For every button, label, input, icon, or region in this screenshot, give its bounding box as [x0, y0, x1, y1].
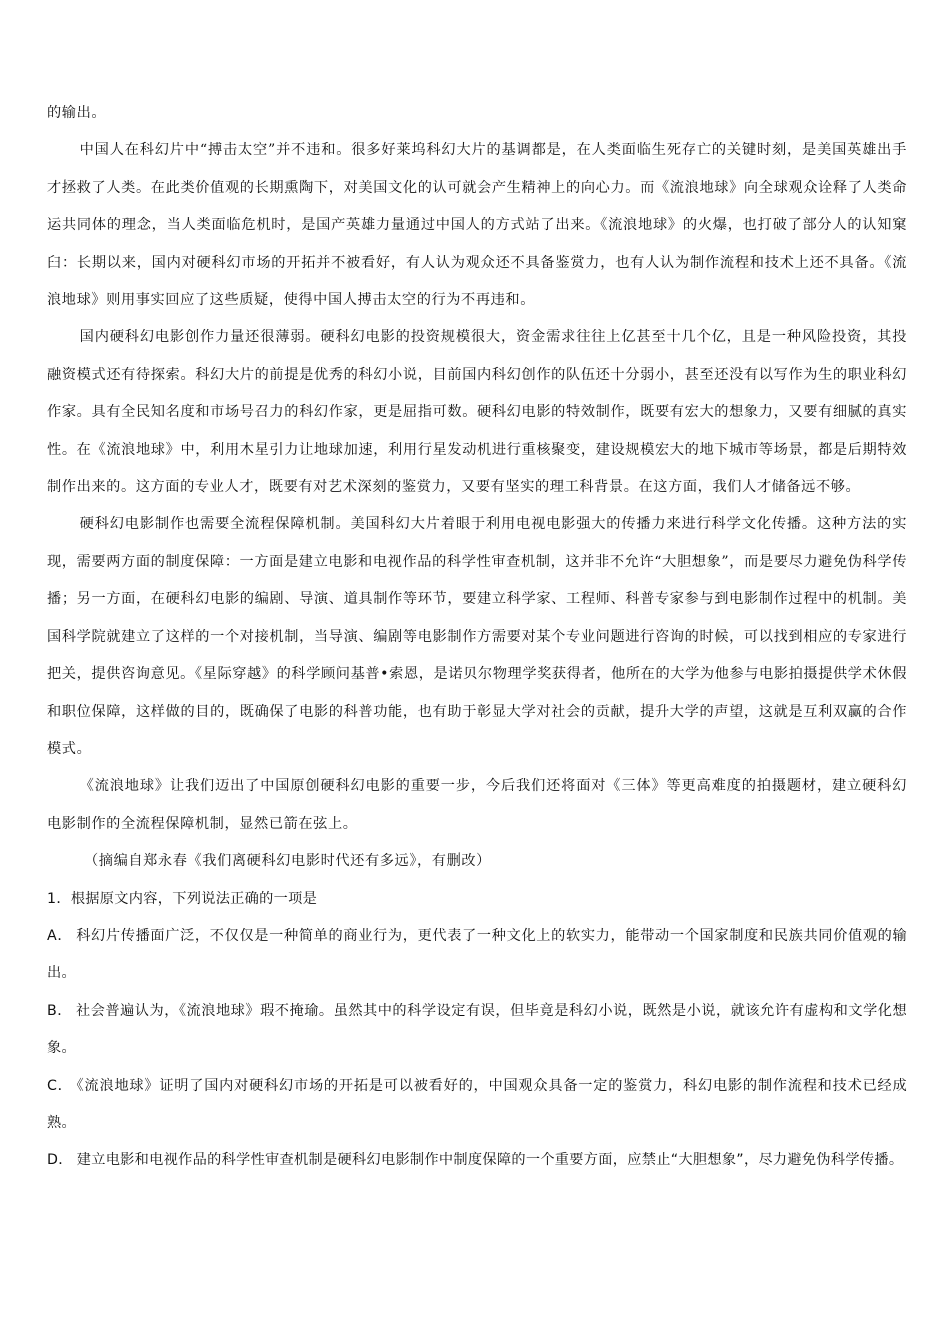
option-a — [47, 918, 907, 993]
option-text: 社会普遍认为，《流浪地球》瑕不掩瑜。虽然其中的科学设定有误，但毕竟是科幻小说，既然是小说，就该允许有虚构和文学化想象。 — [47, 1002, 907, 1057]
option-d — [47, 1142, 907, 1179]
question-stem: 1．根据原文内容，下列说法正确的一项是 — [47, 890, 318, 907]
paragraph: 国内硬科幻电影创作力量还很薄弱。硬科幻电影的投资规模很大，资金需求往往上亿甚至十几个亿，且是一种风险投资，其投融资模式还有待探索。科幻大片的前提是优秀的科幻小说，目前国内科幻创作的队伍还十分弱小，甚至还没有以写作为生的职业科幻作家。具有全民知名度和市场号召力的科幻作家，更是屈指可数。硬科幻电影的特效制作，既要有宏大的想象力，又要有细腻的真实性。在《流浪地球》中，利用木星引力让地球加速，利用行星发动机进行重核聚变，建设规模宏大的地下城市等场景，都是后期特效制作出来的。这方面的专业人才，既要有对艺术深刻的鉴赏力，又要有坚实的理工科背景。在这方面，我们人才储备远不够。 — [47, 329, 907, 496]
option-text: 建立电影和电视作品的科学性审查机制是硬科幻电影制作中制度保障的一个重要方面，应禁止“大胆想象”，尽力避免伪科学传播。 — [76, 1152, 904, 1169]
paragraph: 硬科幻电影制作也需要全流程保障机制。美国科幻大片着眼于利用电视电影强大的传播力来进行科学文化传播。这种方法的实现，需要两方面的制度保障：一方面是建立电影和电视作品的科学性审查机制，这并非不允许“大胆想象”，而是要尽力避免伪科学传播；另一方面，在硬科幻电影的编剧、导演、道具制作等环节，要建立科学家、工程师、科普专家参与到电影制作过程中的机制。美国科学院就建立了这样的一个对接机制，当导演、编剧等电影制作方需要对某个专业问题进行咨询的时候，可以找到相应的专家进行把关，提供咨询意见。《星际穿越》的科学顾问基普•索恩，是诺贝尔物理学奖获得者，他所在的大学为他参与电影拍摄提供学术休假和职位保障，这样做的目的，既确保了电影的科普功能，也有助于彰显大学对社会的贡献，提升大学的声望，这就是互利双赢的合作模式。 — [47, 516, 907, 757]
option-letter: A． — [47, 927, 73, 944]
option-text: 科幻片传播面广泛，不仅仅是一种简单的商业行为，更代表了一种文化上的软实力，能带动一个国家制度和民族共同价值观的输出。 — [47, 927, 907, 982]
option-letter: D． — [47, 1152, 73, 1169]
document-page — [47, 95, 907, 1180]
paragraph: 中国人在科幻片中“搏击太空”并不违和。很多好莱坞科幻大片的基调都是，在人类面临生死存亡的关键时刻，是美国英雄出手才拯救了人类。在此类价值观的长期熏陶下，对美国文化的认可就会产生精神上的向心力。而《流浪地球》向全球观众诠释了人类命运共同体的理念，当人类面临危机时，是国产英雄力量通过中国人的方式站了出来。《流浪地球》的火爆，也打破了部分人的认知窠臼：长期以来，国内对硬科幻市场的开拓并不被看好，有人认为观众还不具备鉴赏力，也有人认为制作流程和技术上还不具备。《流浪地球》则用事实回应了这些质疑，使得中国人搏击太空的行为不再违和。 — [47, 142, 907, 309]
option-letter: C． — [47, 1077, 73, 1094]
paragraph-continuation: 的输出。 — [47, 105, 107, 121]
option-c — [47, 1068, 907, 1143]
option-b — [47, 993, 907, 1068]
paragraph: 《流浪地球》让我们迈出了中国原创硬科幻电影的重要一步，今后我们还将面对《三体》等更高难度的拍摄题材，建立硬科幻电影制作的全流程保障机制，显然已箭在弦上。 — [47, 778, 907, 832]
source-citation: （摘编自郑永春《我们离硬科幻电影时代还有多远》，有删改） — [84, 853, 491, 870]
option-text: 《流浪地球》证明了国内对硬科幻市场的开拓是可以被看好的，中国观众具备一定的鉴赏力，科幻电影的制作流程和技术已经成熟。 — [47, 1077, 907, 1131]
option-letter: B． — [47, 1002, 72, 1019]
